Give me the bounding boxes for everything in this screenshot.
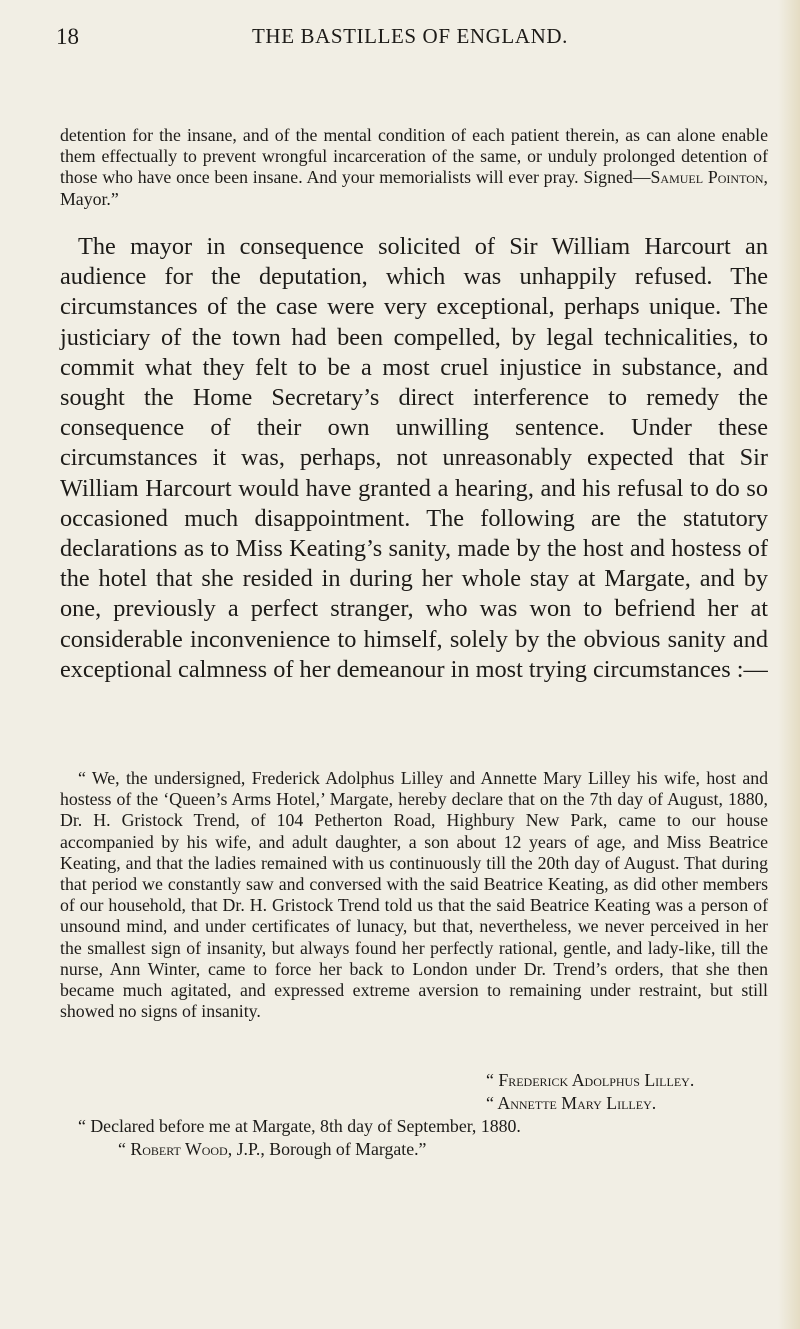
running-title: THE BASTILLES OF ENGLAND. bbox=[252, 24, 568, 48]
memorial-signer-title: , Mayor.” bbox=[60, 167, 768, 209]
memorial-text: detention for the insane, and of the mental condition of each patient therein, as can alone enable them effectually to prevent wrongful incarceration of the same, or unduly prolonged detention of those who have once been insane. And your memorialists will ever pray. Signed— bbox=[60, 125, 768, 188]
page-edge-shading bbox=[778, 0, 800, 1329]
memorial-conclusion bbox=[60, 125, 768, 210]
witness-name: Robert Wood bbox=[130, 1139, 228, 1159]
witness-line bbox=[118, 1139, 426, 1160]
witness-rest: , J.P., Borough of Margate.” bbox=[227, 1139, 427, 1159]
narrative-paragraph: The mayor in consequence solicited of Sir William Harcourt an audience for the deputation, which was unhappily refused. The circumstances of the case were very exceptional, perhaps unique. The justiciary of the town had been compelled, by legal technicalities, to commit what they felt to be a most cruel injustice in substance, and sought the Home Secretary’s direct interference to remedy the consequence of their own unwilling sentence. Under these circumstances it was, perhaps, not unreasonably expected that Sir William Harcourt would have granted a hearing, and his refusal to do so occasioned much disappointment. The following are the statutory declarations as to Miss Keating’s sanity, made by the host and hostess of the hotel that she resided in during her whole stay at Margate, and by one, previously a perfect stranger, who was won to befriend her at considerable inconvenience to himself, solely by the obvious sanity and exceptional calmness of her demeanour in most trying circumstances :— bbox=[60, 233, 768, 683]
witness-open-quote: “ bbox=[118, 1139, 131, 1159]
page-header bbox=[56, 24, 764, 58]
memorial-signer: Samuel Pointon bbox=[650, 167, 764, 188]
declared-before-line: “ Declared before me at Margate, 8th day of September, 1880. bbox=[78, 1116, 521, 1136]
page-number: 18 bbox=[56, 24, 79, 49]
declaration-paragraph: “ We, the undersigned, Frederick Adolphus Lilley and Annette Mary Lilley his wife, host and hostess of the ‘Queen’s Arms Hotel,’ Margate, hereby declare that on the 7th day of August, 1880, Dr. H. Gristock Trend, of 104 Petherton Road, Highbury New Park, came to our house accompanied by his wife, and adult daughter, a son about 12 years of age, and Miss Beatrice Keating, and that the ladies remained with us continuously till the 20th day of August. That during that period we constantly saw and conversed with the said Beatrice Keating, as did other members of our household, that Dr. H. Gristock Trend told us that the said Beatrice Keating was a person of unsound mind, and under certificates of lunacy, but that, nevertheless, we never perceived in her the smallest sign of insanity, but always found her perfectly rational, gentle, and lady-like, till the nurse, Ann Winter, came to force her back to London under Dr. Trend’s orders, that she then became much agitated, and expressed extreme aversion to remaining under restraint, but still showed no signs of insanity. bbox=[60, 768, 768, 1022]
signature-annette: “ Annette Mary Lilley. bbox=[486, 1093, 657, 1113]
signature-frederick: “ Frederick Adolphus Lilley. bbox=[486, 1070, 695, 1090]
